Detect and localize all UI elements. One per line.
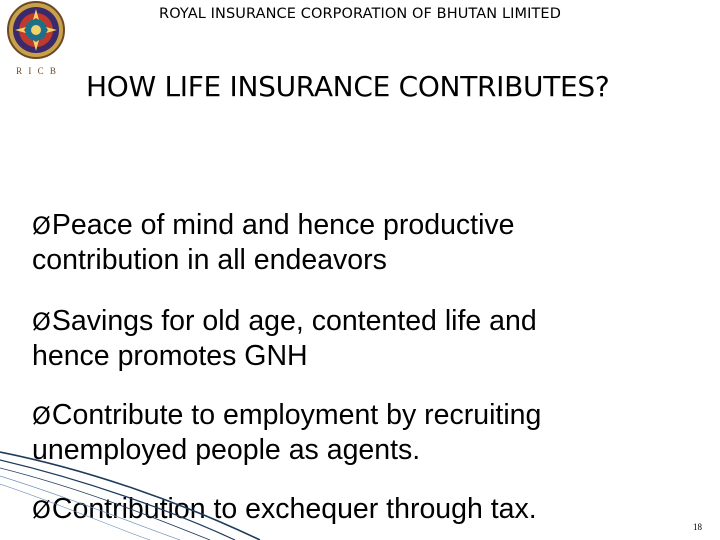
svg-text:R I C B: R I C B — [16, 66, 58, 76]
arrow-bullet-icon: Ø — [32, 308, 51, 336]
arrow-bullet-icon: Ø — [32, 496, 51, 524]
bullet-text: Contribute to employment by recruiting — [51, 399, 542, 431]
bullet-text: Contribution to exchequer through tax. — [51, 493, 537, 525]
arrow-bullet-icon: Ø — [32, 402, 51, 430]
slide-title: HOW LIFE INSURANCE CONTRIBUTES? — [86, 70, 610, 103]
page-number: 18 — [693, 522, 702, 532]
bullet-item — [32, 304, 692, 373]
bullet-item — [32, 208, 692, 277]
arrow-bullet-icon: Ø — [32, 212, 51, 240]
bullet-text-continued: hence promotes GNH — [32, 340, 308, 372]
bullet-text-continued: contribution in all endeavors — [32, 244, 387, 276]
decorative-swoosh — [0, 440, 720, 540]
bullet-text-continued: unemployed people as agents. — [32, 434, 421, 466]
organization-header: ROYAL INSURANCE CORPORATION OF BHUTAN LIMITED — [159, 6, 561, 22]
bullet-text: Savings for old age, contented life and — [51, 305, 537, 337]
bullet-text: Peace of mind and hence productive — [51, 209, 515, 241]
